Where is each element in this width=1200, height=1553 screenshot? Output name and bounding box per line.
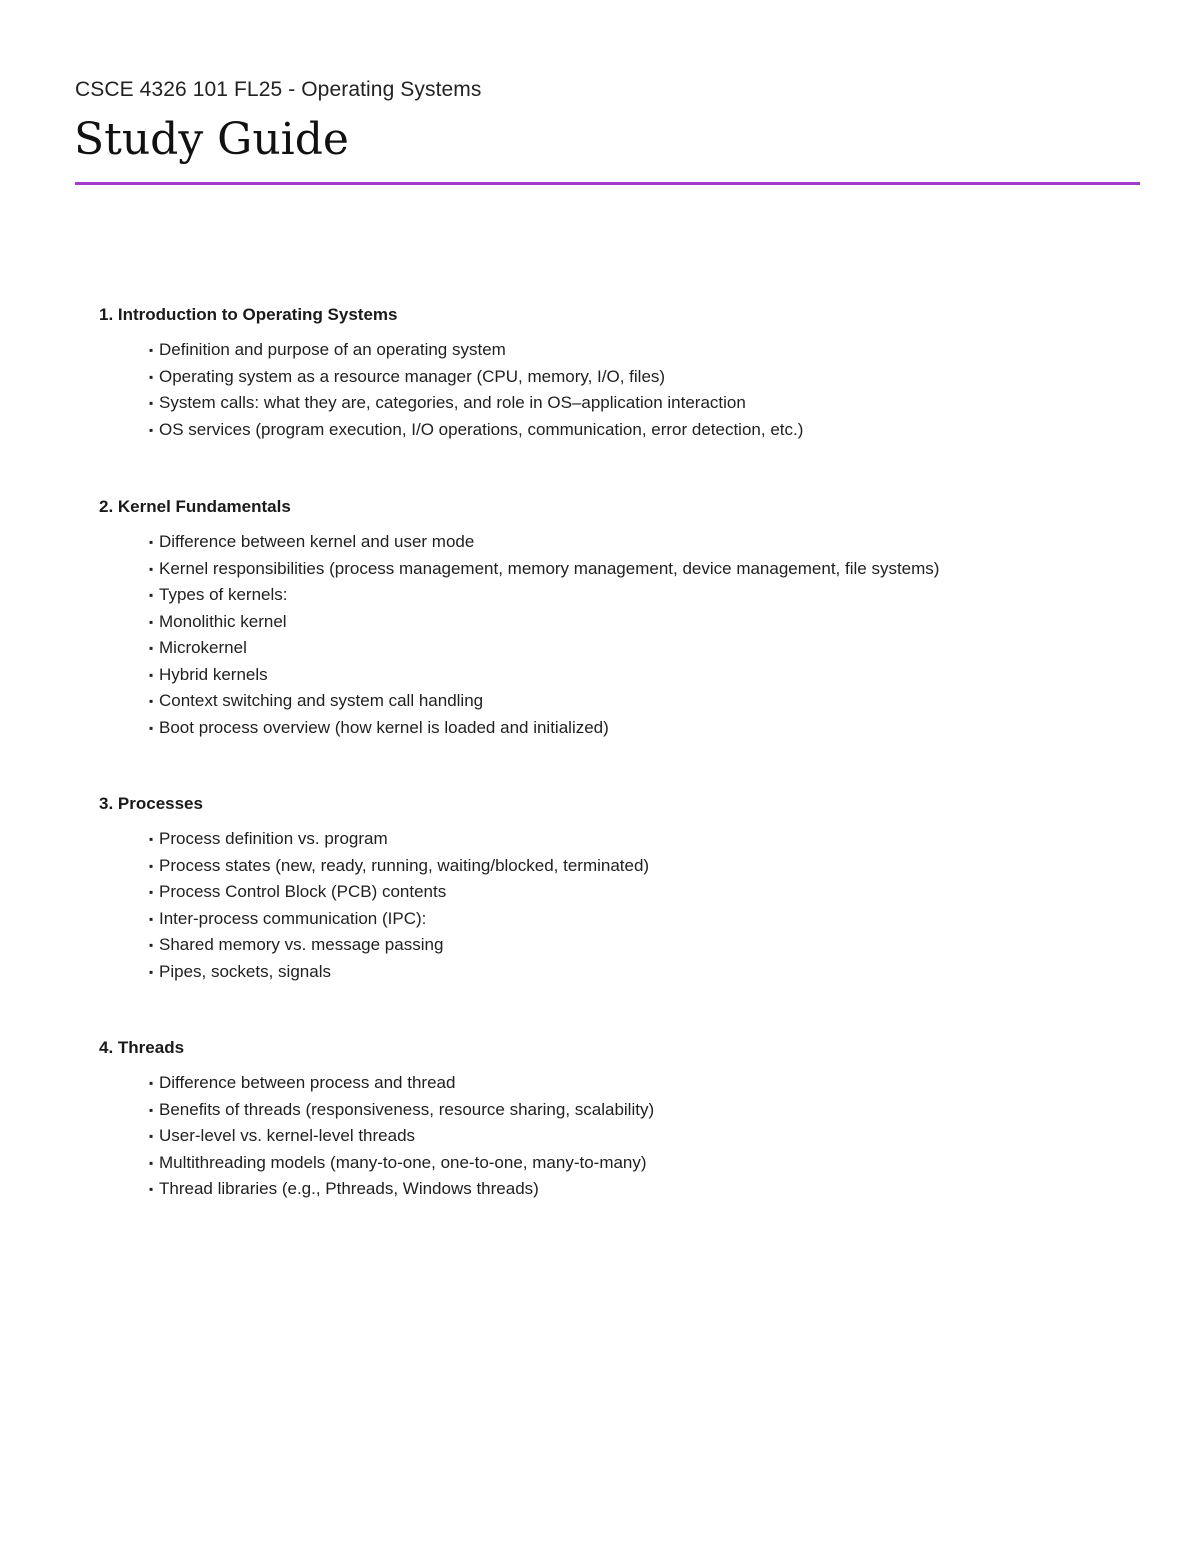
list-item-text: Process Control Block (PCB) contents (159, 882, 447, 901)
bullet-icon: ▪ (149, 911, 154, 926)
bullet-icon: ▪ (149, 343, 154, 357)
bullet-icon: ▪ (149, 535, 154, 549)
section-processes (99, 792, 649, 985)
bullet-icon: ▪ (149, 832, 154, 846)
list-item-text: Process states (new, ready, running, waiting/blocked, terminated) (159, 855, 650, 875)
list-item (149, 417, 803, 444)
list-item (149, 932, 649, 959)
bullet-icon: ▪ (149, 1182, 154, 1196)
list-item-text: Microkernel (159, 638, 247, 657)
list-item-text: Types of kernels: (159, 585, 288, 604)
list-item (149, 390, 803, 417)
bullet-icon: ▪ (149, 614, 154, 629)
bullet-icon: ▪ (149, 938, 154, 952)
bullet-icon: ▪ (149, 858, 154, 873)
list-item (149, 1070, 654, 1097)
list-item-text: Difference between process and thread (159, 1073, 456, 1092)
bullet-icon: ▪ (149, 694, 154, 708)
list-item (149, 1123, 654, 1150)
bullet-icon: ▪ (149, 1102, 154, 1117)
list-item (149, 1097, 654, 1124)
list-item (149, 529, 939, 556)
list-item-text: Benefits of threads (responsiveness, resource sharing, scalability) (159, 1099, 655, 1119)
list-item-text: Multithreading models (many-to-one, one-to-one, many-to-many) (159, 1152, 647, 1172)
document-title: Study Guide (74, 114, 349, 165)
list-item (149, 1176, 654, 1203)
list-item-text: System calls: what they are, categories, and role in OS–application interaction (159, 393, 746, 412)
list-item (149, 662, 939, 689)
bullet-icon: ▪ (149, 885, 154, 899)
list-item-text: Pipes, sockets, signals (159, 961, 331, 981)
section-heading: 3. Processes (99, 794, 203, 813)
bullet-icon: ▪ (149, 720, 154, 735)
list-item-text: Monolithic kernel (159, 611, 287, 631)
list-item (149, 556, 939, 583)
section-heading: 2. Kernel Fundamentals (99, 497, 291, 516)
list-item (149, 635, 939, 662)
bullet-icon: ▪ (149, 1155, 154, 1170)
list-item (149, 959, 649, 986)
bullet-icon: ▪ (149, 667, 154, 682)
course-title: CSCE 4326 101 FL25 - Operating Systems (75, 78, 482, 101)
list-item-text: Hybrid kernels (159, 664, 268, 684)
section-heading: 1. Introduction to Operating Systems (99, 305, 398, 324)
list-item-text: Inter-process communication (IPC): (159, 908, 427, 928)
bullet-icon: ▪ (149, 588, 154, 602)
list-item (149, 715, 939, 742)
list-item (149, 364, 803, 391)
list-item-text: Definition and purpose of an operating system (159, 340, 506, 359)
list-item (149, 337, 803, 364)
section-threads (99, 1036, 654, 1203)
list-item (149, 879, 649, 906)
list-item (149, 906, 649, 933)
list-item (149, 688, 939, 715)
section-introduction (99, 303, 803, 443)
section-list (99, 826, 649, 985)
list-item (149, 853, 649, 880)
bullet-icon: ▪ (149, 396, 154, 410)
list-item-text: Process definition vs. program (159, 829, 388, 848)
list-item-text: Shared memory vs. message passing (159, 935, 444, 954)
bullet-icon: ▪ (149, 561, 154, 576)
list-item-text: Context switching and system call handling (159, 691, 484, 710)
bullet-icon: ▪ (149, 641, 154, 655)
bullet-icon: ▪ (149, 1076, 154, 1090)
bullet-icon: ▪ (149, 1129, 154, 1143)
list-item-text: Difference between kernel and user mode (159, 532, 475, 551)
section-list (99, 1070, 654, 1203)
bullet-icon: ▪ (149, 422, 154, 437)
section-kernel-fundamentals (99, 495, 939, 741)
section-list (99, 529, 939, 741)
list-item (149, 1150, 654, 1177)
bullet-icon: ▪ (149, 369, 154, 384)
list-item-text: Operating system as a resource manager (CPU, memory, I/O, files) (159, 366, 666, 386)
list-item-text: Boot process overview (how kernel is loaded and initialized) (159, 717, 609, 737)
list-item-text: OS services (program execution, I/O operations, communication, error detection, etc.) (159, 419, 804, 439)
list-item (149, 582, 939, 609)
list-item (149, 826, 649, 853)
title-divider (75, 182, 1140, 185)
list-item-text: User-level vs. kernel-level threads (159, 1126, 416, 1145)
section-list (99, 337, 803, 443)
list-item-text: Kernel responsibilities (process management, memory management, device management, file systems) (159, 558, 940, 578)
list-item-text: Thread libraries (e.g., Pthreads, Windows threads) (159, 1179, 539, 1198)
list-item (149, 609, 939, 636)
bullet-icon: ▪ (149, 964, 154, 979)
section-heading: 4. Threads (99, 1038, 185, 1057)
